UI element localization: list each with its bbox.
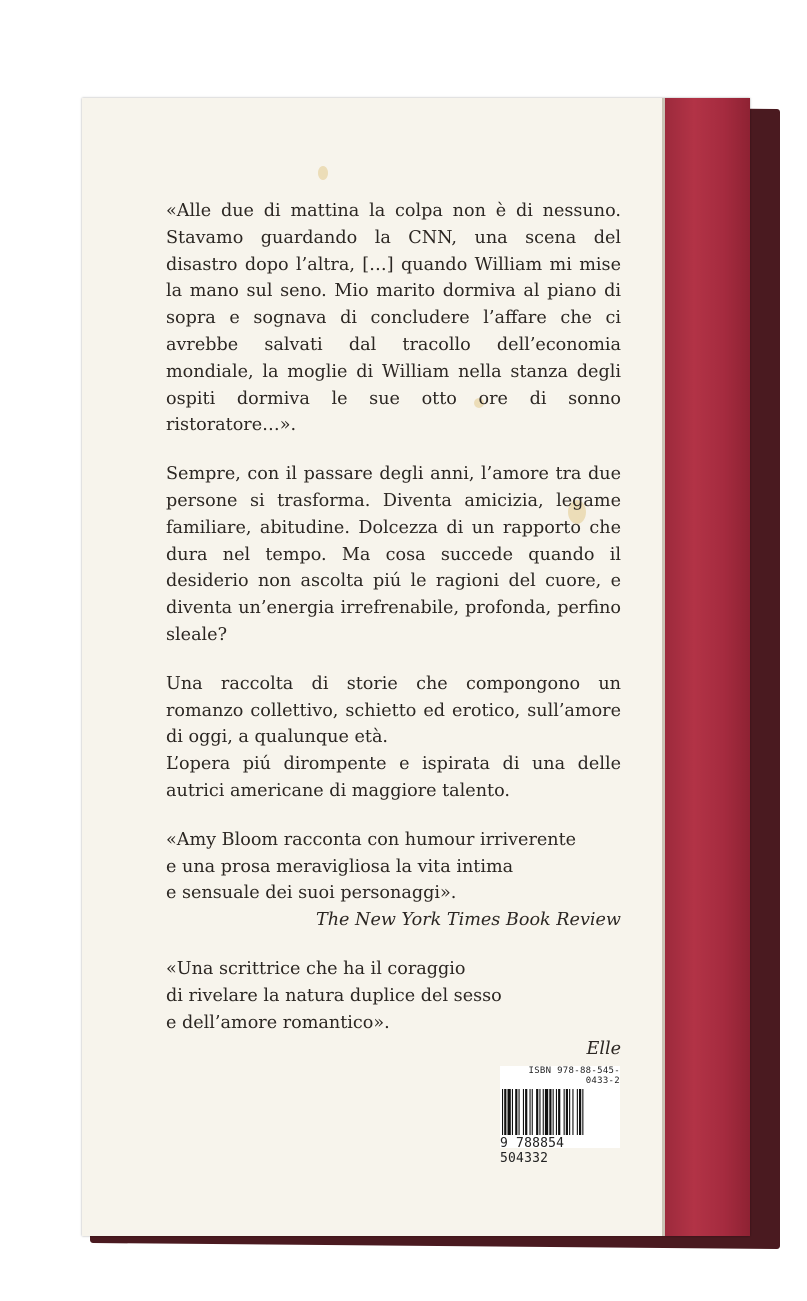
barcode-bar — [566, 1089, 568, 1135]
blurb-collection: Una raccolta di storie che compongono un romanzo collettivo, schietto ed erotico, sull’amore di oggi, a qualunque età. — [166, 673, 621, 748]
review-quote-nyt — [166, 827, 621, 934]
barcode-bar — [545, 1089, 548, 1135]
barcode-bar — [504, 1089, 506, 1135]
barcode-bar — [512, 1089, 513, 1135]
barcode-bar — [543, 1089, 544, 1135]
barcode-bar — [532, 1089, 533, 1135]
paper-stain — [318, 166, 328, 180]
quote-source: The New York Times Book Review — [315, 910, 621, 931]
back-cover-text — [166, 198, 621, 1063]
barcode-bar — [582, 1089, 583, 1135]
isbn-label: ISBN 978-88-545-0433-2 — [528, 1066, 620, 1086]
barcode — [500, 1066, 620, 1166]
barcode-bar — [553, 1089, 554, 1135]
barcode-bar — [519, 1089, 520, 1135]
barcode-bar — [530, 1089, 531, 1135]
barcode-bar — [523, 1089, 524, 1135]
barcode-bar — [536, 1089, 538, 1135]
spine-strip — [664, 98, 750, 1236]
barcode-bar — [558, 1089, 560, 1135]
quote-line: «Una scrittrice che ha il coraggio — [166, 958, 466, 979]
quote-line: e una prosa meravigliosa la vita intima — [166, 856, 514, 877]
barcode-bar — [515, 1089, 517, 1135]
barcode-bar — [525, 1089, 527, 1135]
barcode-bar — [569, 1089, 570, 1135]
blurb-author-praise: L’opera piú dirompente e ispirata di una delle autrici americane di maggiore talento. — [166, 754, 621, 801]
quote-line: di rivelare la natura duplice del sesso — [166, 985, 502, 1006]
barcode-bar — [556, 1089, 557, 1135]
barcode-bar — [572, 1089, 573, 1135]
blurb-description: Sempre, con il passare degli anni, l’amore tra due persone si trasforma. Diventa amicizia, legame familiare, abitudine. Dolcezza di un rapporto che dura nel tempo. Ma cosa succede quando il desiderio non ascolta piú le ragioni del cuore, e diventa un’energia irrefrenabile, profonda, perfino sleale? — [166, 464, 621, 645]
barcode-bar — [502, 1089, 503, 1135]
barcode-bar — [564, 1089, 565, 1135]
quote-source: Elle — [586, 1039, 621, 1060]
barcode-bar — [577, 1089, 578, 1135]
barcode-bar — [539, 1089, 540, 1135]
quote-line: «Amy Bloom racconta con humour irriverente — [166, 829, 577, 850]
blurb-excerpt: «Alle due di mattina la colpa non è di nessuno. Stavamo guardando la CNN, una scena del disastro dopo l’altra, […] quando William mi mise la mano sul seno. Mio marito dormiva al piano di sopra e sognava di concludere l’affare che ci avrebbe salvati dal tracollo dell’economia mondiale, la moglie di William nella stanza degli ospiti dormiva le sue otto ore di sonno ristoratore…». — [166, 201, 621, 436]
barcode-bar — [579, 1089, 581, 1135]
book-back-cover — [82, 98, 750, 1236]
review-quote-elle — [166, 956, 621, 1063]
barcode-number: 9 788854 504332 — [500, 1136, 565, 1166]
quote-line: e dell’amore romantico». — [166, 1012, 390, 1033]
quote-line: e sensuale dei suoi personaggi». — [166, 883, 457, 904]
barcode-bars — [500, 1089, 620, 1135]
barcode-bar — [508, 1089, 511, 1135]
barcode-bar — [549, 1089, 551, 1135]
